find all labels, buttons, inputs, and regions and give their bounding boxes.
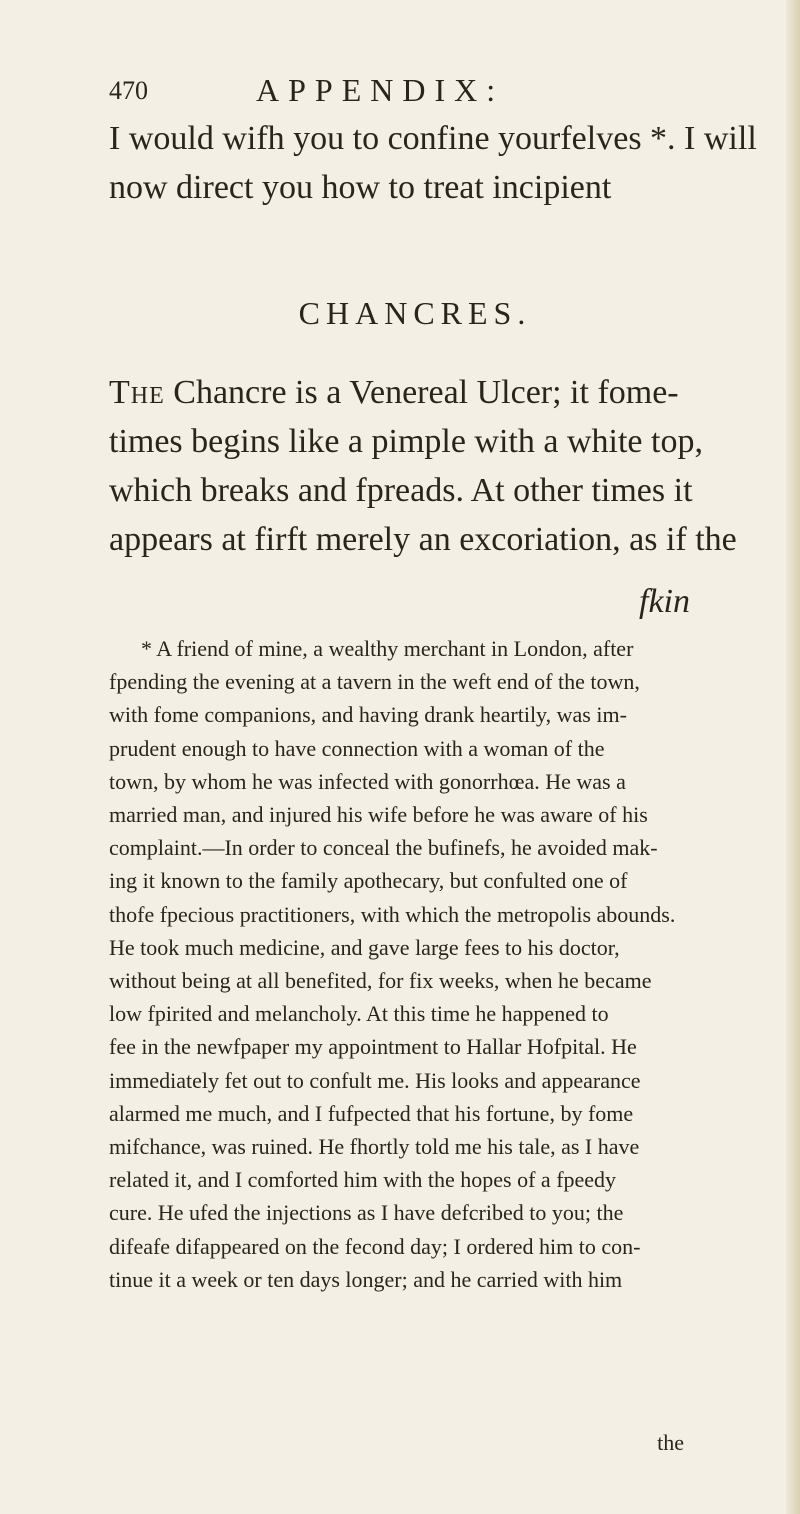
- footnote-catchword: the: [657, 1430, 684, 1455]
- footnote-line: fee in the newfpaper my appointment to Hallar Hofpital. He: [109, 1034, 637, 1060]
- chancre-paragraph: [109, 368, 769, 564]
- catchword: fkin: [639, 583, 690, 620]
- footnote-line: alarmed me much, and I fufpected that his fortune, by fome: [109, 1100, 634, 1126]
- text-line: which breaks and fpreads. At other times it: [109, 472, 693, 509]
- footnote-line: complaint.—In order to conceal the bufinefs, he avoided mak-: [109, 835, 658, 861]
- text-line: I would wifh you to confine yourfelves *. I will: [109, 120, 757, 157]
- text-line: appears at firft merely an excoriation, as if the: [109, 521, 737, 558]
- page-edge: [786, 0, 800, 1514]
- section-heading: CHANCRES.: [298, 295, 532, 331]
- footnote: [109, 632, 773, 1296]
- footnote-line: ing it known to the family apothecary, but confulted one of: [109, 868, 628, 894]
- footnote-line: immediately fet out to confult me. His looks and appearance: [109, 1067, 641, 1093]
- text-line: times begins like a pimple with a white top,: [109, 423, 703, 460]
- footnote-line: mifchance, was ruined. He fhortly told me his tale, as I have: [109, 1134, 640, 1160]
- drop-word: The: [109, 374, 165, 411]
- text-fragment: Chancre is a Venereal Ulcer; it fome-: [164, 374, 679, 411]
- footnote-line: He took much medicine, and gave large fees to his doctor,: [109, 934, 620, 960]
- footnote-line: low fpirited and melancholy. At this time he happened to: [109, 1001, 609, 1027]
- footnote-line: married man, and injured his wife before he was aware of his: [109, 802, 648, 828]
- footnote-line: with fome companions, and having drank heartily, was im-: [109, 702, 627, 728]
- footnote-line: fpending the evening at a tavern in the weft end of the town,: [109, 669, 640, 695]
- footnote-line: town, by whom he was infected with gonorrhœa. He was a: [109, 768, 626, 794]
- text-line: now direct you how to treat incipient: [109, 169, 612, 206]
- intro-paragraph: [109, 114, 769, 212]
- running-title: APPENDIX:: [256, 72, 505, 108]
- footnote-line: cure. He ufed the injections as I have defcribed to you; the: [109, 1200, 624, 1226]
- text-line: [109, 368, 769, 417]
- footnote-line: thofe fpecious practitioners, with which the metropolis abounds.: [109, 901, 676, 927]
- footnote-line: * A friend of mine, a wealthy merchant in London, after: [141, 636, 634, 661]
- footnote-line: without being at all benefited, for fix weeks, when he became: [109, 968, 652, 994]
- footnote-line: tinue it a week or ten days longer; and he carried with him: [109, 1266, 623, 1292]
- footnote-line: prudent enough to have connection with a woman of the: [109, 735, 605, 761]
- footnote-line: related it, and I comforted him with the hopes of a fpeedy: [109, 1167, 617, 1193]
- page-number: 470: [109, 76, 148, 105]
- footnote-line: difeafe difappeared on the fecond day; I ordered him to con-: [109, 1233, 641, 1259]
- page-header: [109, 72, 749, 112]
